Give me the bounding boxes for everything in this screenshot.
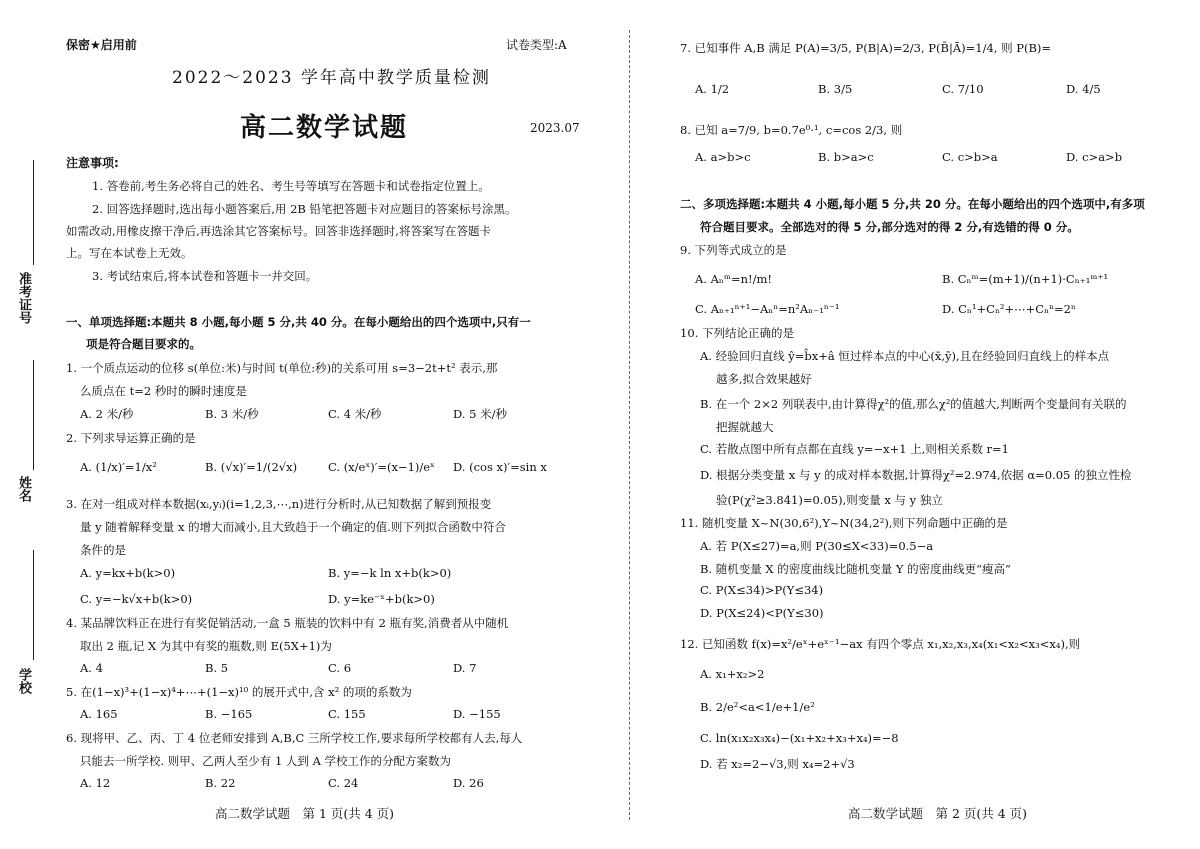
paper-type: 试卷类型:A <box>506 38 567 52</box>
question-4: 4. 某品牌饮料正在进行有奖促销活动,一盒 5 瓶装的饮料中有 2 瓶有奖,消费者从中随机 <box>66 616 509 630</box>
q10-option-d: D. 根据分类变量 x 与 y 的成对样本数据,计算得χ²=2.974,依据 α=0.05 的独立性检 <box>700 468 1132 482</box>
q5-option-c: C. 155 <box>328 707 366 721</box>
q8-option-d: D. c>a>b <box>1066 150 1123 164</box>
q11-option-b: B. 随机变量 X 的密度曲线比随机变量 Y 的密度曲线更“瘦高” <box>700 562 1011 576</box>
q8-option-a: A. a>b>c <box>695 150 751 164</box>
exam-name: 2022～2023 学年高中教学质量检测 <box>172 68 491 88</box>
question-11: 11. 随机变量 X~N(30,6²),Y~N(34,2²),则下列命题中正确的是 <box>680 516 1008 530</box>
q10-option-b: B. 在一个 2×2 列联表中,由计算得χ²的值,那么χ²的值越大,判断两个变量间有关联的 <box>700 397 1127 411</box>
side-line-mid1 <box>33 360 34 470</box>
side-label-exam-no: 准考证号 <box>16 272 31 324</box>
note-line: 3. 考试结束后,将本试卷和答题卡一并交回。 <box>92 269 318 283</box>
question-6: 6. 现将甲、乙、丙、丁 4 位老师安排到 A,B,C 三所学校工作,要求每所学校都有人去,每人 <box>66 731 523 745</box>
q4-option-a: A. 4 <box>80 661 103 675</box>
q2-option-b: B. (√x)′=1/(2√x) <box>205 460 298 474</box>
page-title: 高二数学试题 <box>240 113 409 143</box>
section1-heading-cont: 项是符合题目要求的。 <box>86 337 201 351</box>
q4-option-d: D. 7 <box>453 661 477 675</box>
q10-option-c: C. 若散点图中所有点都在直线 y=−x+1 上,则相关系数 r=1 <box>700 442 1009 456</box>
q2-option-c: C. (x/eˣ)′=(x−1)/eˣ <box>328 460 435 474</box>
q2-option-d: D. (cos x)′=sin x <box>453 460 547 474</box>
note-line: 1. 答卷前,考生务必将自己的姓名、考生号等填写在答题卡和试卷指定位置上。 <box>92 179 490 193</box>
q12-option-b: B. 2/e²<a<1/e+1/e² <box>700 700 815 714</box>
q6-option-b: B. 22 <box>205 776 236 790</box>
footer-page-1: 高二数学试题 第 1 页(共 4 页) <box>215 806 395 821</box>
q10-option-a: A. 经验回归直线 ŷ=b̂x+â 恒过样本点的中心(x̄,ȳ),且在经验回归直线上的样本点 <box>700 349 1110 363</box>
q12-option-d: D. 若 x₂=2−√3,则 x₄=2+√3 <box>700 757 855 771</box>
q2-option-a: A. (1/x)′=1/x² <box>80 460 157 474</box>
footer-page-2: 高二数学试题 第 2 页(共 4 页) <box>848 806 1028 821</box>
note-line: 如需改动,用橡皮擦干净后,再选涂其它答案标号。回答非选择题时,将答案写在答题卡 <box>66 224 491 238</box>
question-8: 8. 已知 a=7/9, b=0.7e⁰·¹, c=cos 2/3, 则 <box>680 123 903 137</box>
question-5: 5. 在(1−x)³+(1−x)⁴+⋯+(1−x)¹⁰ 的展开式中,含 x² 的项的系数为 <box>66 685 412 699</box>
q5-option-d: D. −155 <box>453 707 501 721</box>
q5-option-a: A. 165 <box>80 707 118 721</box>
q8-option-b: B. b>a>c <box>818 150 874 164</box>
q1-option-b: B. 3 米/秒 <box>205 407 259 421</box>
note-line: 上。写在本试卷上无效。 <box>66 246 193 260</box>
q11-option-a: A. 若 P(X≤27)=a,则 P(30≤X<33)=0.5−a <box>700 539 934 553</box>
side-line-mid2 <box>33 550 34 660</box>
q3-option-b: B. y=−k ln x+b(k>0) <box>328 566 452 580</box>
q1-option-c: C. 4 米/秒 <box>328 407 382 421</box>
q10-option-d-cont: 验(P(χ²≥3.841)=0.05),则变量 x 与 y 独立 <box>716 493 943 507</box>
q9-option-c: C. Aₙ₊₁ⁿ⁺¹−Aₙⁿ=n²Aₙ₋₁ⁿ⁻¹ <box>695 302 840 316</box>
question-9: 9. 下列等式成立的是 <box>680 243 787 257</box>
q11-option-c: C. P(X≤34)>P(Y≤34) <box>700 583 824 597</box>
q12-option-a: A. x₁+x₂>2 <box>700 667 765 681</box>
q7-option-b: B. 3/5 <box>818 82 853 96</box>
side-label-name: 姓名 <box>16 476 31 502</box>
q10-option-b-cont: 把握就越大 <box>716 420 774 434</box>
q11-option-d: D. P(X≤24)<P(Y≤30) <box>700 606 824 620</box>
q6-option-a: A. 12 <box>80 776 111 790</box>
notes-heading: 注意事项: <box>66 156 119 170</box>
q7-option-d: D. 4/5 <box>1066 82 1101 96</box>
q9-option-a: A. Aₙᵐ=n!/m! <box>695 272 773 286</box>
page-fold-line <box>629 30 630 820</box>
q10-option-a-cont: 越多,拟合效果越好 <box>716 372 812 386</box>
section1-heading: 一、单项选择题:本题共 8 小题,每小题 5 分,共 40 分。在每小题给出的四个选项中,只有一 <box>66 315 531 329</box>
question-10: 10. 下列结论正确的是 <box>680 326 794 340</box>
q9-option-b: B. Cₙᵐ=(m+1)/(n+1)·Cₙ₊₁ᵐ⁺¹ <box>942 272 1109 286</box>
q3-option-c: C. y=−k√x+b(k>0) <box>80 592 193 606</box>
q1-option-a: A. 2 米/秒 <box>80 407 134 421</box>
question-4-cont: 取出 2 瓶,记 X 为其中有奖的瓶数,则 E(5X+1)为 <box>80 639 332 653</box>
question-3-cont2: 条件的是 <box>80 543 126 557</box>
section2-heading-cont: 符合题目要求。全部选对的得 5 分,部分选对的得 2 分,有选错的得 0 分。 <box>700 220 1079 234</box>
question-1-cont: 么质点在 t=2 秒时的瞬时速度是 <box>80 384 247 398</box>
q12-option-c: C. ln(x₁x₂x₃x₄)−(x₁+x₂+x₃+x₄)=−8 <box>700 731 899 745</box>
q6-option-d: D. 26 <box>453 776 484 790</box>
q3-option-d: D. y=ke⁻ˣ+b(k>0) <box>328 592 435 606</box>
question-1: 1. 一个质点运动的位移 s(单位:米)与时间 t(单位:秒)的关系可用 s=3−2t+t² 表示,那 <box>66 361 498 375</box>
confidential-mark: 保密★启用前 <box>66 38 137 52</box>
q7-option-a: A. 1/2 <box>695 82 730 96</box>
section2-heading: 二、多项选择题:本题共 4 小题,每小题 5 分,共 20 分。在每小题给出的四个选项中,有多项 <box>680 197 1145 211</box>
question-7: 7. 已知事件 A,B 满足 P(A)=3/5, P(B|A)=2/3, P(B̄|Ā)=1/4, 则 P(B)= <box>680 41 1052 55</box>
q8-option-c: C. c>b>a <box>942 150 998 164</box>
q6-option-c: C. 24 <box>328 776 359 790</box>
question-3: 3. 在对一组成对样本数据(xᵢ,yᵢ)(i=1,2,3,⋯,n)进行分析时,从已知数据了解到预报变 <box>66 497 492 511</box>
question-3-cont: 量 y 随着解释变量 x 的增大而减小,且大致趋于一个确定的值.则下列拟合函数中符合 <box>80 520 506 534</box>
q3-option-a: A. y=kx+b(k>0) <box>80 566 176 580</box>
q4-option-c: C. 6 <box>328 661 352 675</box>
question-2: 2. 下列求导运算正确的是 <box>66 431 196 445</box>
q9-option-d: D. Cₙ¹+Cₙ²+⋯+Cₙⁿ=2ⁿ <box>942 302 1076 316</box>
side-line-top <box>33 160 34 265</box>
q4-option-b: B. 5 <box>205 661 229 675</box>
q1-option-d: D. 5 米/秒 <box>453 407 507 421</box>
question-6-cont: 只能去一所学校. 则甲、乙两人至少有 1 人到 A 学校工作的分配方案数为 <box>80 754 452 768</box>
exam-date: 2023.07 <box>530 121 580 135</box>
question-12: 12. 已知函数 f(x)=x²/eˣ+eˣ⁻¹−ax 有四个零点 x₁,x₂,x₃,x₄(x₁<x₂<x₃<x₄),则 <box>680 637 1081 651</box>
note-line: 2. 回答选择题时,选出每小题答案后,用 2B 铅笔把答题卡对应题目的答案标号涂黑。 <box>92 202 517 216</box>
q5-option-b: B. −165 <box>205 707 253 721</box>
q7-option-c: C. 7/10 <box>942 82 984 96</box>
side-label-school: 学校 <box>16 668 31 694</box>
